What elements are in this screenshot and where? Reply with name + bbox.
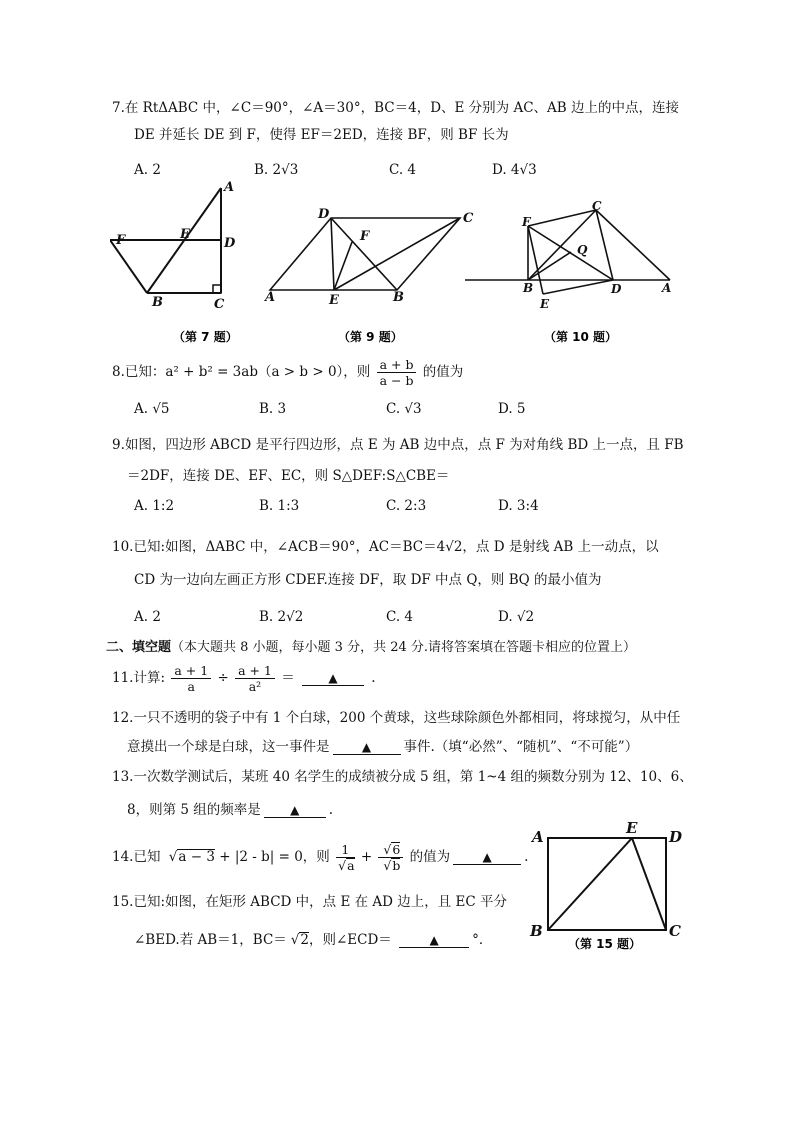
caption-15: （第 15 题） <box>568 937 642 951</box>
f10-label-d: D <box>611 282 622 296</box>
q13-line2-a: 8，则第 5 组的频率是 <box>127 802 261 818</box>
q15-line2-b: ，则∠ECD＝ <box>308 932 392 948</box>
q11-prefix: 11.计算: <box>112 670 166 686</box>
q9-line1: 9.如图，四边形 ABCD 是平行四边形，点 E 为 AB 边中点，点 F 为对角线 BD 上一点，且 FB <box>112 437 684 453</box>
q14-suffix: 的值为 <box>409 849 451 865</box>
figure-15 <box>528 818 693 958</box>
q12-answer-blank[interactable]: ▲ <box>333 740 401 755</box>
f9-label-e: E <box>329 293 339 308</box>
q8-prefix: 8.已知：a² + b² = 3ab（a > b > 0），则 <box>112 364 371 380</box>
q8-option-a: A. √5 <box>134 401 170 417</box>
q11-op: ÷ <box>217 670 229 686</box>
f7-label-b: B <box>152 295 163 310</box>
q11-suffix: . <box>371 670 376 686</box>
f15-label-a: A <box>532 828 544 846</box>
q7-option-a: A. 2 <box>134 162 161 178</box>
q9-option-c: C. 2:3 <box>386 498 427 514</box>
q8-frac-num: a + b <box>377 357 417 373</box>
q8-option-d: D. 5 <box>498 401 526 417</box>
f7-label-f: F <box>116 233 126 248</box>
f10-label-q: Q <box>577 243 588 257</box>
section-2-title: 二、填空题 <box>106 640 172 655</box>
q7-option-b: B. 2√3 <box>254 162 299 178</box>
q12-line2 <box>127 737 638 757</box>
q11-fraction-1 <box>171 663 211 694</box>
q14-fraction-1 <box>336 842 354 873</box>
q10-option-d: D. √2 <box>498 609 535 625</box>
q12-line2-b: 事件.（填“必然”、“随机”、“不可能”） <box>403 739 639 755</box>
q15-radical: √ 2 <box>299 932 309 947</box>
q10-line2: CD 为一边向左画正方形 CDEF.连接 DF，取 DF 中点 Q，则 BQ 的最小值为 <box>134 572 602 588</box>
f7-label-d: D <box>224 236 236 251</box>
q13-line2 <box>127 800 333 820</box>
q8-fraction <box>377 357 417 388</box>
q12-line1: 12.一只不透明的袋子中有 1 个白球，200 个黄球，这些球除颜色外都相同，将球搅匀，从中任 <box>112 710 681 726</box>
q11-fraction-2 <box>235 663 275 694</box>
q9-line2: ＝2DF，连接 DE、EF、EC，则 S△DEF:S△CBE＝ <box>127 468 450 484</box>
f10-label-c: C <box>592 199 602 213</box>
q11-f2-num: a + 1 <box>235 663 275 679</box>
f10-label-a: A <box>662 281 672 295</box>
caption-7: （第 7 题） <box>173 330 238 344</box>
q14-f1-den: √ a <box>346 858 354 873</box>
f15-label-b: B <box>530 922 543 940</box>
f7-label-a: A <box>224 180 235 195</box>
caption-10: （第 10 题） <box>544 330 618 344</box>
q9-option-a: A. 1:2 <box>134 498 175 514</box>
f15-label-c: C <box>669 922 681 940</box>
figure-7 <box>110 188 221 293</box>
q13-line2-b: . <box>328 802 334 818</box>
q7-line2: DE 并延长 DE 到 F，使得 EF＝2ED，连接 BF，则 BF 长为 <box>134 127 509 143</box>
q15-line1: 15.已知:如图，在矩形 ABCD 中，点 E 在 AD 边上，且 EC 平分 <box>112 894 508 910</box>
q14-prefix: 14.已知 <box>112 849 161 865</box>
f15-label-e: E <box>626 819 638 837</box>
f7-label-e: E <box>180 227 190 242</box>
q11-stem <box>112 660 376 696</box>
q15-line2 <box>134 930 492 950</box>
q9-option-d: D. 3:4 <box>498 498 539 514</box>
caption-9: （第 9 题） <box>338 330 403 344</box>
f10-label-b: B <box>523 281 534 295</box>
q15-end: °． <box>472 932 493 948</box>
q11-eq: ＝ <box>281 670 295 686</box>
q14-mid: + |2 - b| = 0，则 <box>219 849 330 865</box>
q14-f2-den: √ b <box>391 858 400 873</box>
q14-plus: + <box>360 849 373 865</box>
f10-label-e: E <box>540 297 550 311</box>
q7-option-d: D. 4√3 <box>492 162 537 178</box>
q11-f1-den: a <box>187 679 195 694</box>
q8-stem <box>112 355 463 389</box>
q14-f1-num: 1 <box>336 842 354 858</box>
q11-f2-den: a² <box>248 679 262 694</box>
q9-option-b: B. 1:3 <box>259 498 300 514</box>
q8-option-b: B. 3 <box>259 401 287 417</box>
q10-line1: 10.已知:如图，ΔABC 中，∠ACB＝90°，AC＝BC＝4√2，点 D 是射线 AB 上一动点，以 <box>112 539 659 555</box>
q13-line1: 13.一次数学测试后，某班 40 名学生的成绩被分成 5 组，第 1~4 组的频数分别为 12、10、6、 <box>112 769 693 785</box>
q10-option-a: A. 2 <box>134 609 161 625</box>
f9-label-b: B <box>393 290 404 305</box>
q14-answer-blank[interactable]: ▲ <box>453 850 521 865</box>
q8-frac-den: a − b <box>379 373 414 388</box>
q15-line2-a: ∠BED.若 AB＝1，BC＝ <box>134 932 287 948</box>
q11-answer-blank[interactable]: ▲ <box>302 671 364 686</box>
q8-option-c: C. √3 <box>386 401 422 417</box>
q10-option-c: C. 4 <box>386 609 414 625</box>
q14-stem <box>112 838 528 876</box>
q12-line2-a: 意摸出一个球是白球，这一事件是 <box>127 739 330 755</box>
q14-fraction-2 <box>378 842 403 873</box>
q7-line1: 7.在 RtΔABC 中，∠C＝90°，∠A＝30°，BC＝4，D、E 分别为 AC、AB 边上的中点，连接 <box>112 100 679 116</box>
q15-answer-blank[interactable]: ▲ <box>399 933 469 948</box>
q11-f1-num: a + 1 <box>171 663 211 679</box>
f15-label-d: D <box>669 828 683 846</box>
f9-label-a: A <box>265 290 276 305</box>
q8-suffix: 的值为 <box>422 364 464 380</box>
f9-label-c: C <box>463 211 474 226</box>
figure-10 <box>465 210 670 294</box>
section-2-heading <box>106 638 636 658</box>
q13-answer-blank[interactable]: ▲ <box>264 803 326 818</box>
f9-label-d: D <box>318 207 330 222</box>
q14-f2-num: √ 6 <box>391 842 400 857</box>
q7-option-c: C. 4 <box>389 162 417 178</box>
figures-row <box>110 180 690 350</box>
q14-radical-1: √ a − 3 <box>177 849 215 864</box>
f7-label-c: C <box>214 297 225 312</box>
q14-end: . <box>524 849 529 865</box>
f9-label-f: F <box>360 229 370 244</box>
section-2-desc: （本大题共 8 小题，每小题 3 分，共 24 分.请将答案填在答题卡相应的位置上） <box>171 640 637 655</box>
f10-label-f: F <box>522 215 531 229</box>
q10-option-b: B. 2√2 <box>259 609 304 625</box>
